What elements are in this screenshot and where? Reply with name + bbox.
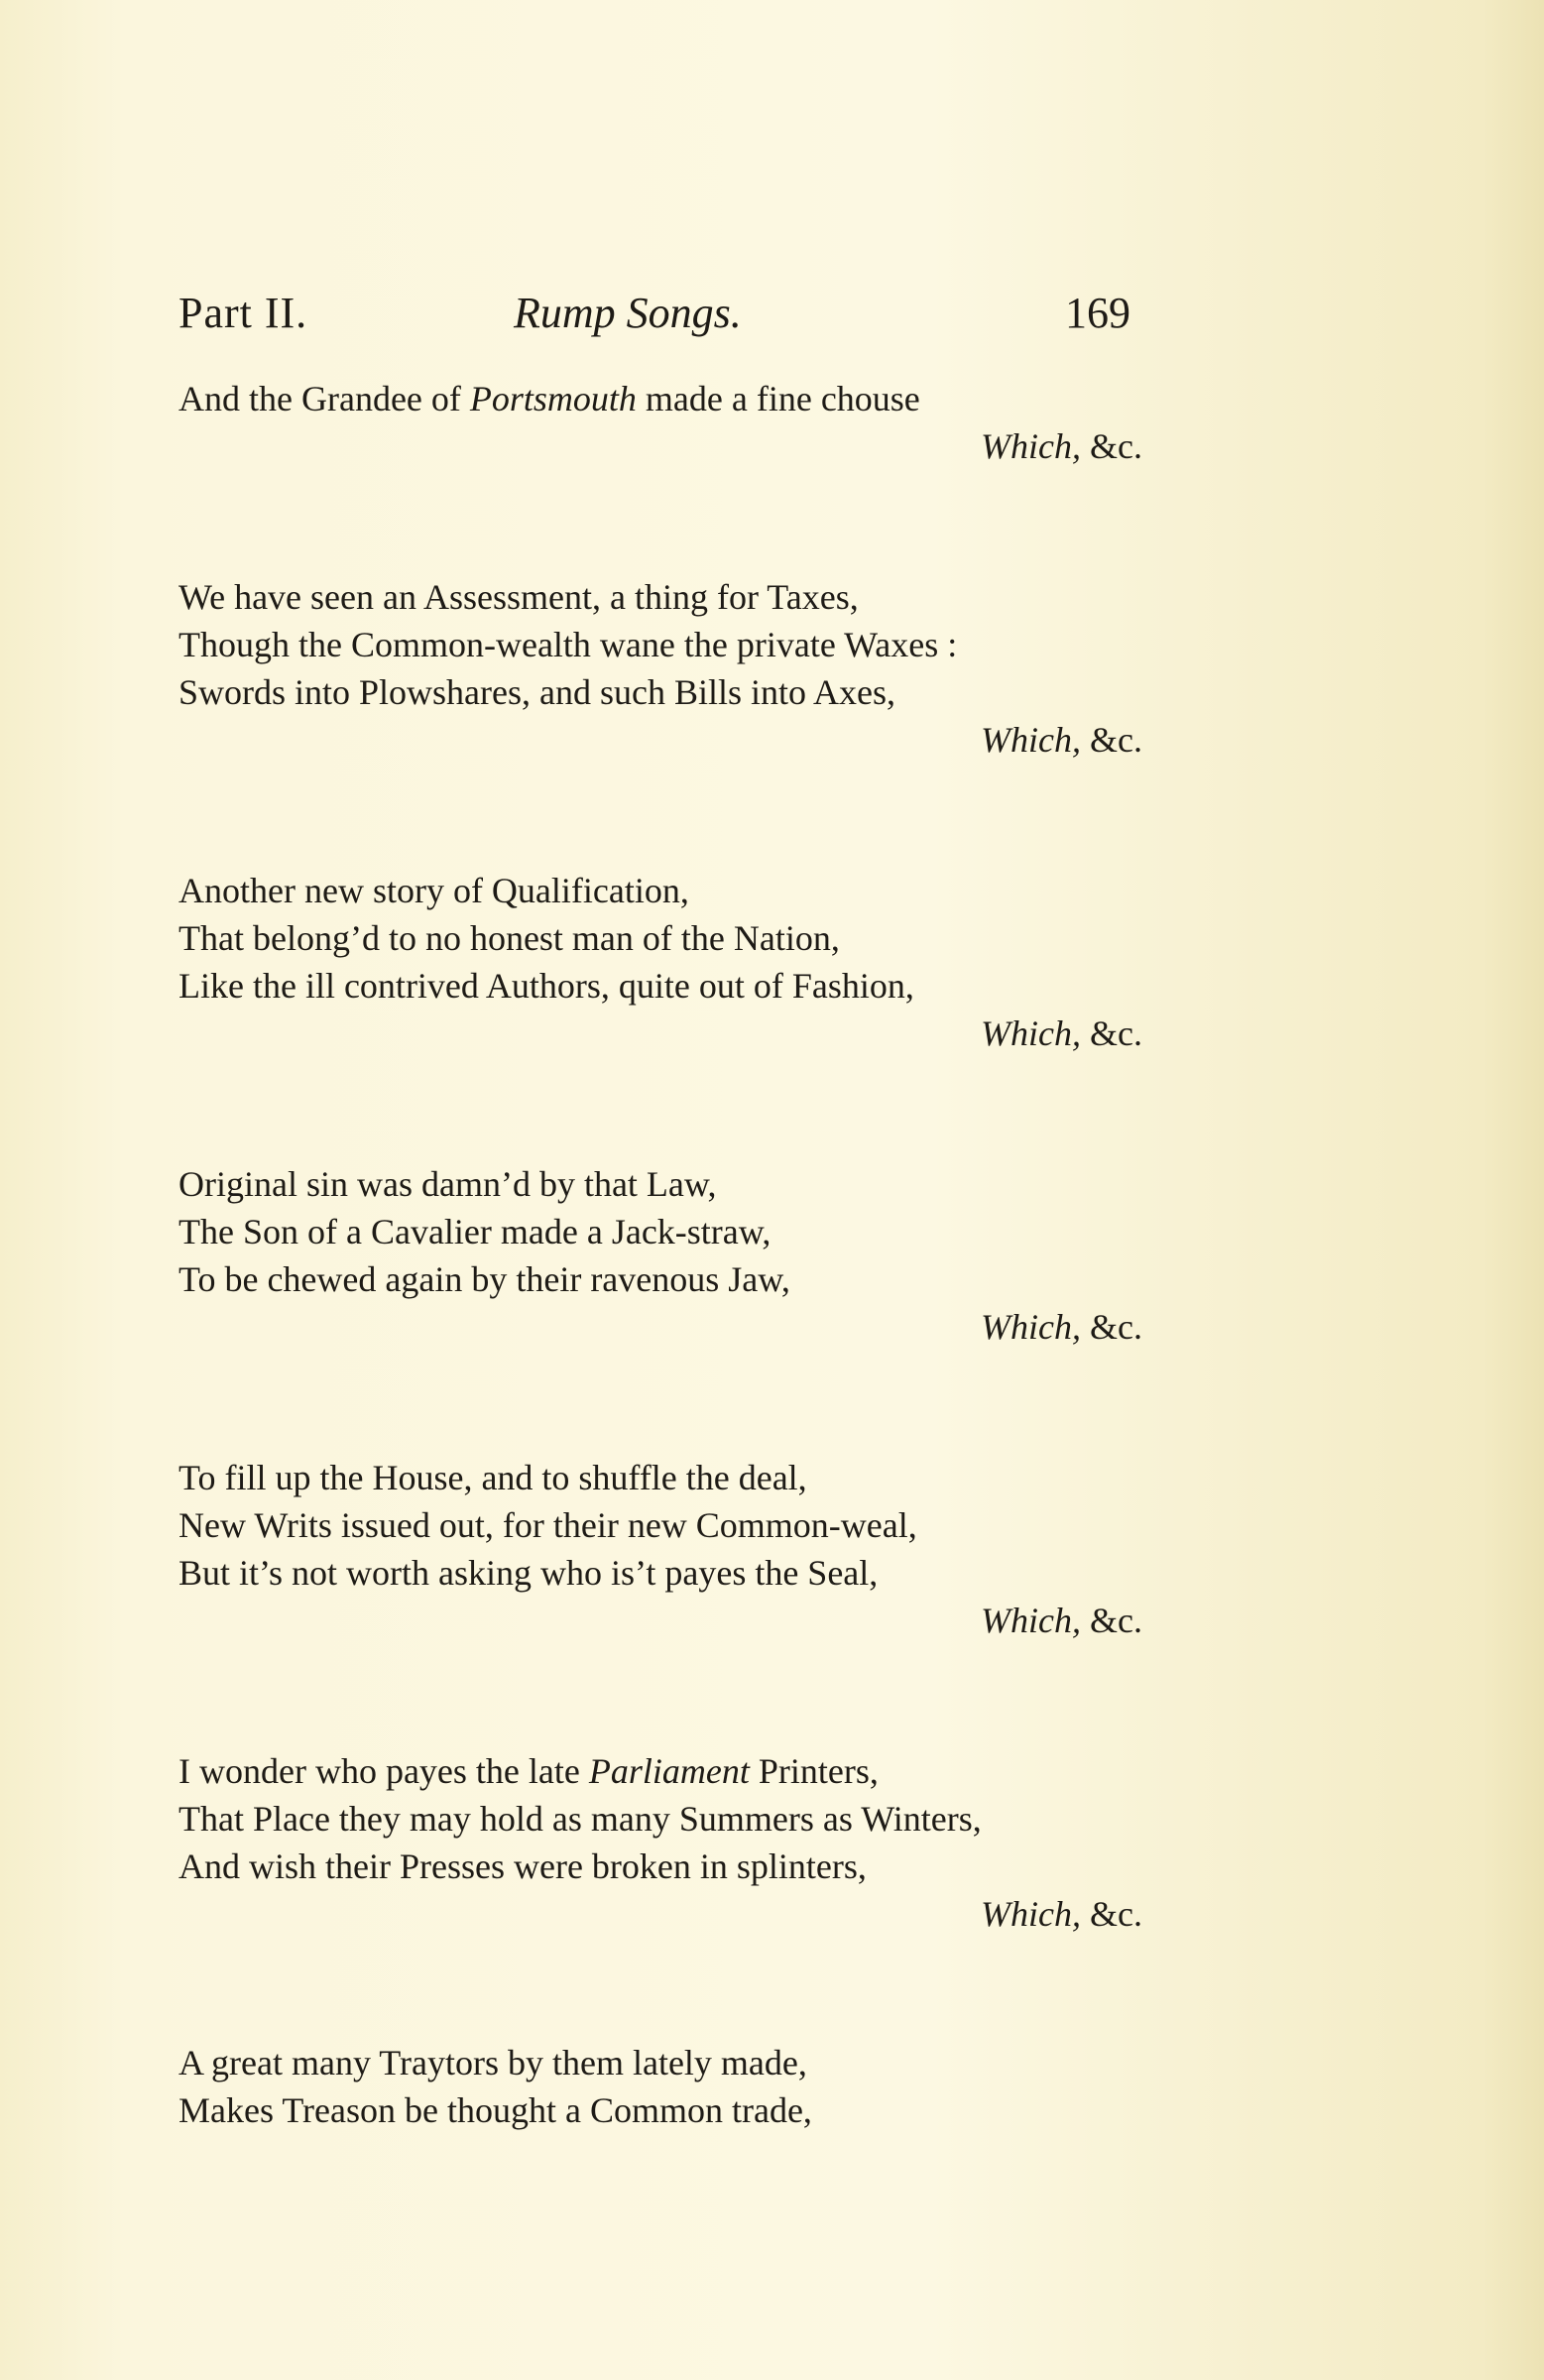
refrain: Which, &c. [981, 1894, 1142, 1934]
verse-line: I wonder who payes the late Parliament Printers, [178, 1751, 879, 1791]
stanza [178, 573, 1142, 764]
verse-line: And the Grandee of Portsmouth made a fine chouse [178, 379, 920, 418]
verse-line: That belong’d to no honest man of the Nation, [178, 918, 840, 958]
running-title: Rump Songs. [514, 289, 742, 337]
verse-line: Like the ill contrived Authors, quite out of Fashion, [178, 966, 914, 1006]
refrain: Which, &c. [981, 426, 1142, 466]
stanza [178, 375, 1142, 470]
stanza [178, 2039, 1142, 2134]
poem-body [178, 375, 1142, 2134]
verse-line: Makes Treason be thought a Common trade, [178, 2090, 812, 2130]
part-label: Part II. [178, 289, 308, 337]
verse-line: And wish their Presses were broken in splinters, [178, 1846, 867, 1886]
verse-line: To be chewed again by their ravenous Jaw, [178, 1259, 790, 1299]
refrain: Which, &c. [981, 1601, 1142, 1640]
verse-line: That Place they may hold as many Summers as Winters, [178, 1799, 982, 1839]
running-header [178, 288, 1130, 347]
stanza [178, 1454, 1142, 1644]
verse-line: Swords into Plowshares, and such Bills into Axes, [178, 672, 896, 712]
stanza [178, 1747, 1142, 1938]
verse-line: New Writs issued out, for their new Common-weal, [178, 1505, 917, 1545]
refrain: Which, &c. [981, 720, 1142, 760]
refrain: Which, &c. [981, 1013, 1142, 1053]
verse-line: Original sin was damn’d by that Law, [178, 1164, 717, 1204]
stanza [178, 867, 1142, 1057]
verse-line: A great many Traytors by them lately made, [178, 2043, 807, 2082]
verse-line: But it’s not worth asking who is’t payes the Seal, [178, 1553, 879, 1593]
page-number: 169 [1065, 289, 1130, 337]
verse-line: We have seen an Assessment, a thing for Taxes, [178, 577, 859, 617]
verse-line: Though the Common-wealth wane the private Waxes : [178, 625, 958, 664]
refrain: Which, &c. [981, 1307, 1142, 1347]
verse-line: Another new story of Qualification, [178, 871, 689, 910]
verse-line: The Son of a Cavalier made a Jack-straw, [178, 1212, 772, 1251]
stanza [178, 1160, 1142, 1351]
verse-line: To fill up the House, and to shuffle the deal, [178, 1458, 807, 1497]
